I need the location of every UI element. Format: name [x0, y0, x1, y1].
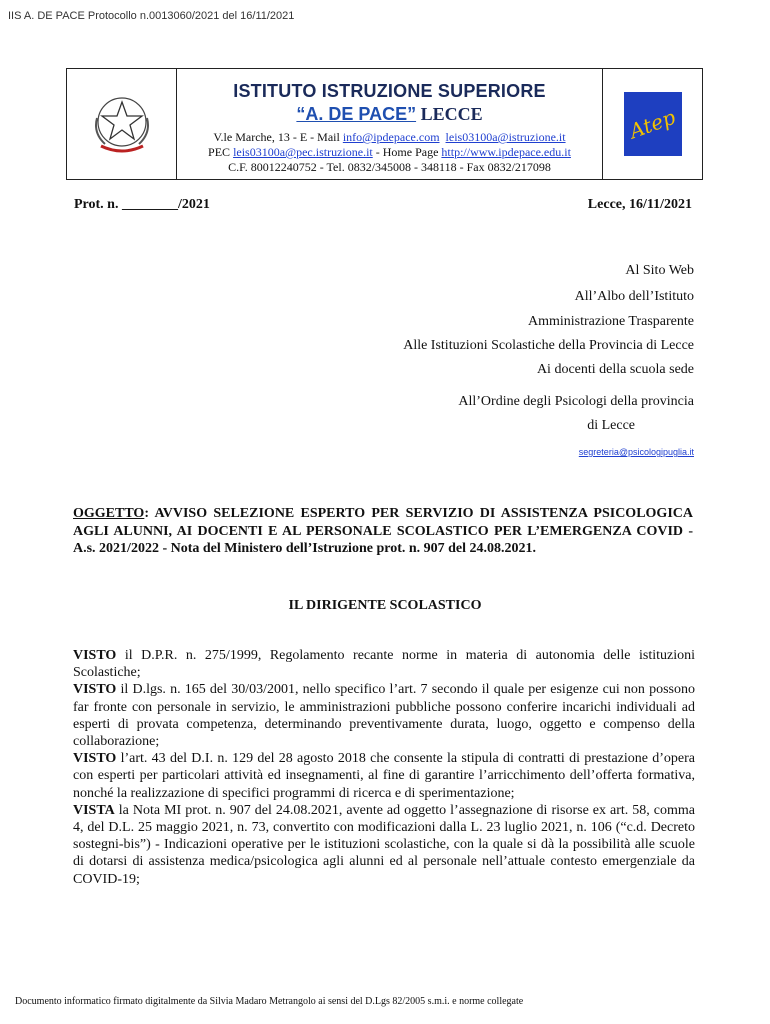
tax-code-line: C.F. 80012240752 - Tel. 0832/345008 - 348118 - Fax 0832/217098 — [228, 160, 551, 174]
paragraph: VISTA la Nota MI prot. n. 907 del 24.08.2021, avente ad oggetto l’assegnazione di risorse ex art. 58, comma 4, del D.L. 25 maggio 2021, n. 73, convertito con modificazioni dalla L. 23 luglio 2021, n. 106 (“c.d. Decreto sostegni-bis”) - Indicazioni operative per le istituzioni scolastiche, con la quale si dà la possibilità alle scuole di dotarsi di assistenza medica/psicologica agli alunni ed al personale nell’attuale contesto emergenziale da COVID-19; — [73, 802, 695, 887]
recipient-line: Alle Istituzioni Scolastiche della Provincia di Lecce — [403, 338, 694, 353]
document-date: Lecce, 16/11/2021 — [587, 197, 692, 212]
institute-address: V.le Marche, 13 - E - Mail info@ipdepace.com leis03100a@istruzione.it PEC leis03100a@pec.istruzione.it - Home Page http://www.ipdepace.edu.it C.F. 80012240752 - Tel. 0832/345008 - 348118 - Fax 0832/217098 — [208, 130, 571, 174]
pec-link[interactable]: leis03100a@pec.istruzione.it — [233, 145, 373, 159]
school-logo — [602, 69, 702, 179]
logo-badge — [624, 92, 682, 156]
recipient-line: All’Ordine degli Psicologi della provincia — [458, 394, 694, 409]
digital-signature-footer: Documento informatico firmato digitalmente da Silvia Madaro Metrangolo ai sensi del D.Lgs 82/2005 s.m.i. e norme collegate — [15, 996, 524, 1007]
homepage-link[interactable]: http://www.ipdepace.edu.it — [441, 145, 571, 159]
subject-label: OGGETTO — [73, 506, 145, 521]
mail-link[interactable]: info@ipdepace.com — [342, 130, 440, 144]
mail-link-istruzione[interactable]: leis03100a@istruzione.it — [445, 130, 566, 144]
italian-emblem-icon — [87, 88, 157, 160]
letterhead — [66, 68, 703, 180]
section-heading: IL DIRIGENTE SCOLASTICO — [288, 598, 482, 613]
republic-emblem — [67, 69, 177, 179]
recipient-line: Ai docenti della scuola sede — [536, 362, 694, 377]
institute-subname — [177, 104, 602, 125]
school-name: “A. DE PACE” — [296, 104, 417, 124]
paragraph: VISTO l’art. 43 del D.I. n. 129 del 28 agosto 2018 che consente la stipula di contratti di prestazione d’opera con esperti per particolari attività ed insegnamenti, al fine di garantire l’arricchimento dell’offerta formativa, nonché la realizzazione di specifici programmi di ricerca e di sperimentazione; — [73, 751, 695, 801]
institute-header — [177, 69, 602, 179]
recipient-email-link[interactable]: segreteria@psicologipuglia.it — [578, 447, 694, 457]
subject-block — [73, 505, 693, 558]
paragraph: VISTO il D.lgs. n. 165 del 30/03/2001, nello specifico l’art. 7 secondo il quale per esigenze cui non possono far fronte con personale in servizio, le amministrazioni pubbliche possono conferire incarichi individuali ad esperti di provata competenza, determinando preventivamente durata, luogo, oggetto e compenso della collaborazione; — [73, 682, 695, 750]
subject-text: : AVVISO SELEZIONE ESPERTO PER SERVIZIO DI ASSISTENZA PSICOLOGICA AGLI ALUNNI, AI DOCENTI E AL PERSONALE SCOLASTICO PER L’EMERGENZA COVID - A.s. 2021/2022 - Nota del Ministero dell’Istruzione prot. n. 907 del 24.08.2021. — [73, 506, 693, 556]
body-text — [73, 647, 695, 888]
protocol-number: Prot. n. ________/2021 — [74, 197, 210, 212]
protocol-stamp: IIS A. DE PACE Protocollo n.0013060/2021 del 16/11/2021 — [8, 10, 295, 22]
recipient-line: Al Sito Web — [625, 263, 694, 278]
institute-name: ISTITUTO ISTRUZIONE SUPERIORE — [233, 81, 546, 101]
recipient-line: Amministrazione Trasparente — [527, 314, 694, 329]
recipient-line: All’Albo dell’Istituto — [574, 289, 694, 304]
paragraph: VISTO il D.P.R. n. 275/1999, Regolamento recante norme in materia di autonomia delle istituzioni Scolastiche; — [73, 648, 695, 681]
school-city: LECCE — [420, 104, 483, 124]
recipient-line: di Lecce — [587, 418, 635, 433]
logo-text: Atep — [626, 104, 679, 144]
